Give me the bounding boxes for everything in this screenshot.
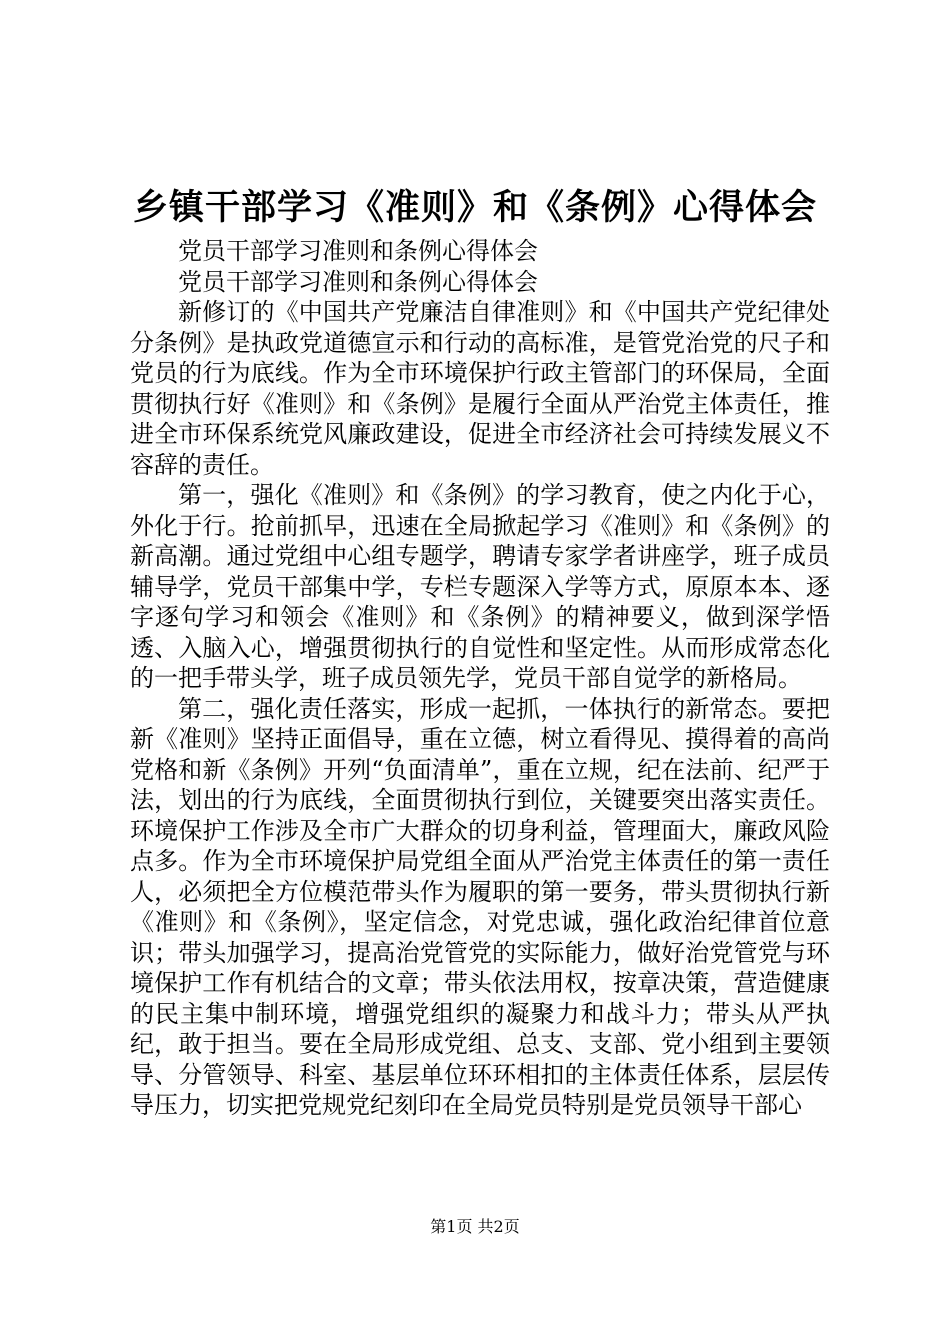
paragraph-subtitle-1: 党员干部学习准则和条例心得体会: [178, 237, 538, 265]
paragraph-subtitle-2: 党员干部学习准则和条例心得体会: [178, 267, 538, 296]
page-footer: 第1页 共2页: [430, 1217, 520, 1236]
paragraph-second-point: 第二，强化责任落实，形成一起抓，一体执行的新常态。要把新《准则》坚持正面倡导，重在立德，树立看得见、摸得着的高尚党格和新《条例》开列“负面清单”，重在立规，纪在法前、纪严于法，划出的行为底线，全面贯彻执行到位，关键要突出落实责任。环境保护工作涉及全市广大群众的切身利益，管理面大，廉政风险点多。作为全市环境保护局党组全面从严治党主体责任的第一责任人，必须把全方位模范带头作为履职的第一要务，带头贯彻执行新《准则》和《条例》，坚定信念，对党忠诚，强化政治纪律首位意识；带头加强学习，提高治党管党的实际能力，做好治党管党与环境保护工作有机结合的文章；带头依法用权，按章决策，营造健康的民主集中制环境，增强党组织的凝聚力和战斗力；带头从严执纪，敢于担当。要在全局形成党组、总支、支部、党小组到主要领导、分管领导、科室、基层单位环环相扣的主体责任体系，层层传导压力，切实把党规党纪刻印在全局党员特别是党员领导干部心: [130, 694, 830, 1119]
paragraph-intro: 新修订的《中国共产党廉洁自律准则》和《中国共产党纪律处分条例》是执政党道德宣示和行动的高标准，是管党治党的尺子和党员的行为底线。作为全市环境保护行政主管部门的环保局，全面贯彻执行好《准则》和《条例》是履行全面从严治党主体责任，推进全市环保系统党风廉政建设，促进全市经济社会可持续发展义不容辞的责任。: [130, 298, 830, 479]
document-body: [130, 236, 830, 1121]
document-title: 乡镇干部学习《准则》和《条例》心得体会: [132, 187, 817, 228]
paragraph-first-point: 第一，强化《准则》和《条例》的学习教育，使之内化于心，外化于行。抢前抓早，迅速在全局掀起学习《准则》和《条例》的新高潮。通过党组中心组专题学，聘请专家学者讲座学，班子成员辅导学，党员干部集中学，专栏专题深入学等方式，原原本本、逐字逐句学习和领会《准则》和《条例》的精神要义，做到深学悟透、入脑入心，增强贯彻执行的自觉性和坚定性。从而形成常态化的一把手带头学，班子成员领先学，党员干部自觉学的新格局。: [130, 481, 830, 692]
